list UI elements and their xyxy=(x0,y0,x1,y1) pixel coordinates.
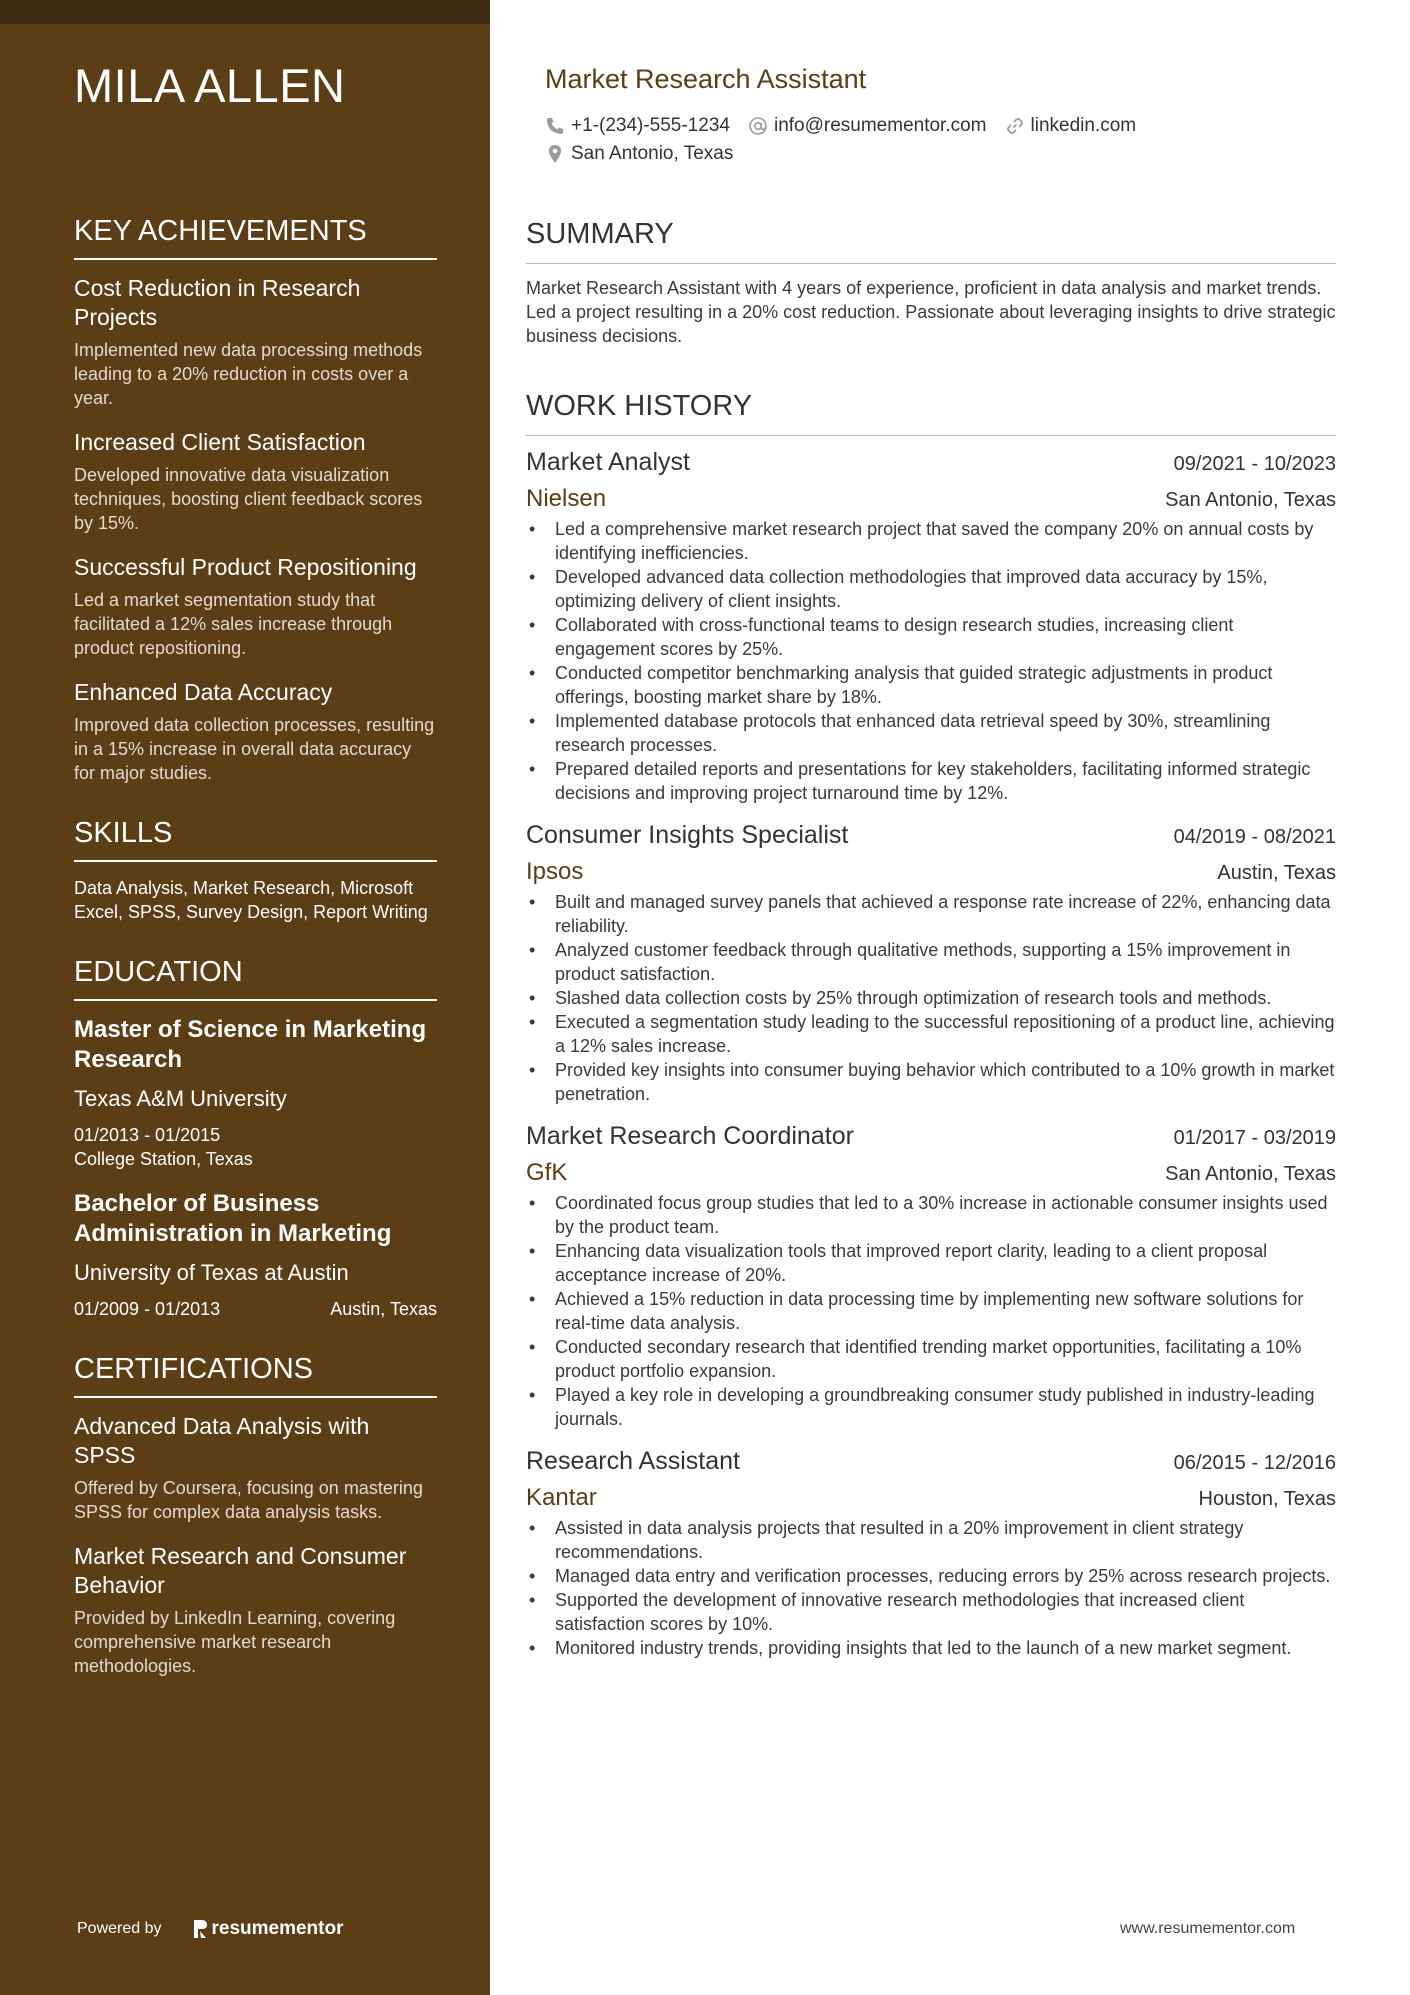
achievements-heading: KEY ACHIEVEMENTS xyxy=(74,215,437,260)
job-subheader xyxy=(526,485,1336,513)
location-pin-icon xyxy=(545,144,565,164)
education-heading: EDUCATION xyxy=(74,956,437,1001)
achievement-item xyxy=(74,428,437,535)
achievement-item xyxy=(74,274,437,410)
job-bullets xyxy=(526,1191,1336,1431)
job-company: Nielsen xyxy=(526,485,607,512)
job-bullet: • Analyzed customer feedback through qualitative methods, supporting a 15% improvement in product satisfaction. xyxy=(526,938,1336,986)
certification-title: Market Research and Consumer Behavior xyxy=(74,1543,407,1598)
phone-text: +1-(234)-555-1234 xyxy=(571,115,730,136)
email-text: info@resumementor.com xyxy=(773,115,987,136)
job-bullet: • Supported the development of innovative research methodologies that increased client satisfaction scores by 10%. xyxy=(526,1588,1336,1636)
certification-desc: Provided by LinkedIn Learning, covering comprehensive market research methodologies. xyxy=(74,1608,396,1676)
job-bullet: • Played a key role in developing a groundbreaking consumer study published in industry-leading journals. xyxy=(526,1383,1336,1431)
certification-desc: Offered by Coursera, focusing on mastering SPSS for complex data analysis tasks. xyxy=(74,1478,423,1522)
skills-section xyxy=(74,817,437,924)
achievement-title: Successful Product Repositioning xyxy=(74,554,417,580)
achievement-title: Cost Reduction in Research Projects xyxy=(74,275,361,330)
contact-location xyxy=(545,143,733,165)
link-icon xyxy=(1005,116,1025,136)
achievement-desc: Improved data collection processes, resulting in a 15% increase in overall data accuracy for major studies. xyxy=(74,715,435,783)
education-dates: 01/2013 - 01/2015 xyxy=(74,1125,221,1145)
job-bullet: • Coordinated focus group studies that led to a 30% increase in actionable consumer insights used by the product team. xyxy=(526,1191,1336,1239)
contact-row xyxy=(545,141,1325,167)
job-entry xyxy=(526,821,1336,1106)
job-entry xyxy=(526,1122,1336,1431)
brand-logo[interactable] xyxy=(192,1918,344,1940)
work-history-heading: WORK HISTORY xyxy=(526,390,1336,436)
certification-item xyxy=(74,1412,437,1524)
achievement-item xyxy=(74,678,437,785)
job-location: San Antonio, Texas xyxy=(1165,489,1336,511)
education-section xyxy=(74,956,437,1321)
skills-heading: SKILLS xyxy=(74,817,437,862)
job-bullet: • Led a comprehensive market research project that saved the company 20% on annual costs by identifying inefficiencies. xyxy=(526,517,1336,565)
job-header xyxy=(526,448,1336,477)
main-content xyxy=(526,218,1336,1676)
phone-icon xyxy=(545,116,565,136)
candidate-name: MILA ALLEN xyxy=(74,59,346,112)
job-bullets xyxy=(526,1516,1336,1660)
job-bullet: • Conducted secondary research that identified trending market opportunities, facilitating a 10% product portfolio expansion. xyxy=(526,1335,1336,1383)
powered-by xyxy=(77,1918,344,1940)
job-bullet: • Executed a segmentation study leading to the successful repositioning of a product line, achieving a 12% sales increase. xyxy=(526,1010,1336,1058)
job-bullet: • Enhancing data visualization tools that improved report clarity, leading to a client proposal acceptance increase of 20%. xyxy=(526,1239,1336,1287)
summary-heading: SUMMARY xyxy=(526,218,1336,264)
job-header xyxy=(526,1122,1336,1151)
certification-item xyxy=(74,1542,437,1678)
job-bullets xyxy=(526,517,1336,805)
sidebar xyxy=(0,0,490,1995)
job-header xyxy=(526,1447,1336,1476)
achievements-section xyxy=(74,215,437,785)
certifications-heading: CERTIFICATIONS xyxy=(74,1353,437,1398)
at-icon xyxy=(748,116,768,136)
job-location: Houston, Texas xyxy=(1198,1488,1336,1510)
education-meta-row xyxy=(74,1297,437,1321)
job-subheader xyxy=(526,1484,1336,1512)
education-school: University of Texas at Austin xyxy=(74,1260,349,1285)
contact-info xyxy=(545,113,1325,169)
job-dates: 06/2015 - 12/2016 xyxy=(1173,1452,1336,1474)
job-company: Kantar xyxy=(526,1484,597,1511)
contact-email[interactable] xyxy=(748,115,987,137)
job-dates: 09/2021 - 10/2023 xyxy=(1173,453,1336,475)
sidebar-content xyxy=(74,215,437,1710)
contact-linkedin[interactable] xyxy=(1005,115,1137,137)
resumementor-logo-icon xyxy=(192,1919,208,1939)
brand-name: resumementor xyxy=(211,1918,344,1939)
education-item xyxy=(74,1189,437,1321)
location-text: San Antonio, Texas xyxy=(571,143,734,164)
education-dates: 01/2009 - 01/2013 xyxy=(74,1299,221,1319)
job-bullet: • Conducted competitor benchmarking analysis that guided strategic adjustments in product offerings, boosting market share by 18%. xyxy=(526,661,1336,709)
skills-list: Data Analysis, Market Research, Microsoft Excel, SPSS, Survey Design, Report Writing xyxy=(74,878,428,922)
education-location: College Station, Texas xyxy=(74,1149,253,1169)
job-header xyxy=(526,821,1336,850)
job-bullet: • Managed data entry and verification processes, reducing errors by 25% across research projects. xyxy=(526,1564,1336,1588)
job-role: Consumer Insights Specialist xyxy=(526,821,849,849)
achievement-desc: Led a market segmentation study that facilitated a 12% sales increase through product repositioning. xyxy=(74,590,393,658)
job-role: Market Research Coordinator xyxy=(526,1122,854,1150)
achievement-desc: Implemented new data processing methods leading to a 20% reduction in costs over a year. xyxy=(74,340,423,408)
achievement-desc: Developed innovative data visualization techniques, boosting client feedback scores by 15%. xyxy=(74,465,423,533)
achievement-title: Increased Client Satisfaction xyxy=(74,429,366,455)
education-school: Texas A&M University xyxy=(74,1086,287,1111)
summary-text: Market Research Assistant with 4 years of experience, proficient in data analysis and market trends. Led a project resulting in a 20% cost reduction. Passionate about leveraging insights to drive strategic business decisions. xyxy=(526,278,1336,346)
education-item xyxy=(74,1015,437,1171)
contact-row xyxy=(545,113,1325,139)
sidebar-top-band xyxy=(0,0,490,24)
job-bullet: • Built and managed survey panels that achieved a response rate increase of 22%, enhancing data reliability. xyxy=(526,890,1336,938)
job-bullet: • Provided key insights into consumer buying behavior which contributed to a 10% growth in market penetration. xyxy=(526,1058,1336,1106)
job-entry xyxy=(526,448,1336,805)
job-bullet: • Slashed data collection costs by 25% through optimization of research tools and methods. xyxy=(526,986,1336,1010)
linkedin-text: linkedin.com xyxy=(1030,115,1137,136)
job-bullet: • Achieved a 15% reduction in data processing time by implementing new software solutions for real-time data analysis. xyxy=(526,1287,1336,1335)
education-degree: Bachelor of Business Administration in Marketing xyxy=(74,1190,392,1247)
job-dates: 04/2019 - 08/2021 xyxy=(1173,826,1336,848)
education-location: Austin, Texas xyxy=(330,1299,437,1319)
education-degree: Master of Science in Marketing Research xyxy=(74,1016,427,1073)
contact-phone[interactable] xyxy=(545,115,730,137)
certifications-section xyxy=(74,1353,437,1678)
job-role: Research Assistant xyxy=(526,1447,740,1475)
job-bullets xyxy=(526,890,1336,1106)
job-company: GfK xyxy=(526,1159,568,1186)
certification-title: Advanced Data Analysis with SPSS xyxy=(74,1413,370,1468)
job-role: Market Analyst xyxy=(526,448,690,476)
powered-by-label: Powered by xyxy=(77,1920,162,1937)
job-company: Ipsos xyxy=(526,858,584,885)
job-location: Austin, Texas xyxy=(1217,862,1336,884)
job-bullet: • Developed advanced data collection methodologies that improved data accuracy by 15%, optimizing delivery of client insights. xyxy=(526,565,1336,613)
resume-job-title: Market Research Assistant xyxy=(545,64,867,94)
job-bullet: • Assisted in data analysis projects that resulted in a 20% improvement in client strategy recommendations. xyxy=(526,1516,1336,1564)
job-subheader xyxy=(526,858,1336,886)
achievement-title: Enhanced Data Accuracy xyxy=(74,679,333,705)
job-bullet: • Prepared detailed reports and presentations for key stakeholders, facilitating informed strategic decisions and improving project turnaround time by 12%. xyxy=(526,757,1336,805)
job-dates: 01/2017 - 03/2019 xyxy=(1173,1127,1336,1149)
job-location: San Antonio, Texas xyxy=(1165,1163,1336,1185)
job-bullet: • Monitored industry trends, providing insights that led to the launch of a new market segment. xyxy=(526,1636,1336,1660)
job-bullet: • Implemented database protocols that enhanced data retrieval speed by 30%, streamlining research processes. xyxy=(526,709,1336,757)
job-bullet: • Collaborated with cross-functional teams to design research studies, increasing client engagement scores by 25%. xyxy=(526,613,1336,661)
job-subheader xyxy=(526,1159,1336,1187)
footer-url[interactable]: www.resumementor.com xyxy=(1120,1920,1296,1937)
job-entry xyxy=(526,1447,1336,1660)
achievement-item xyxy=(74,553,437,660)
